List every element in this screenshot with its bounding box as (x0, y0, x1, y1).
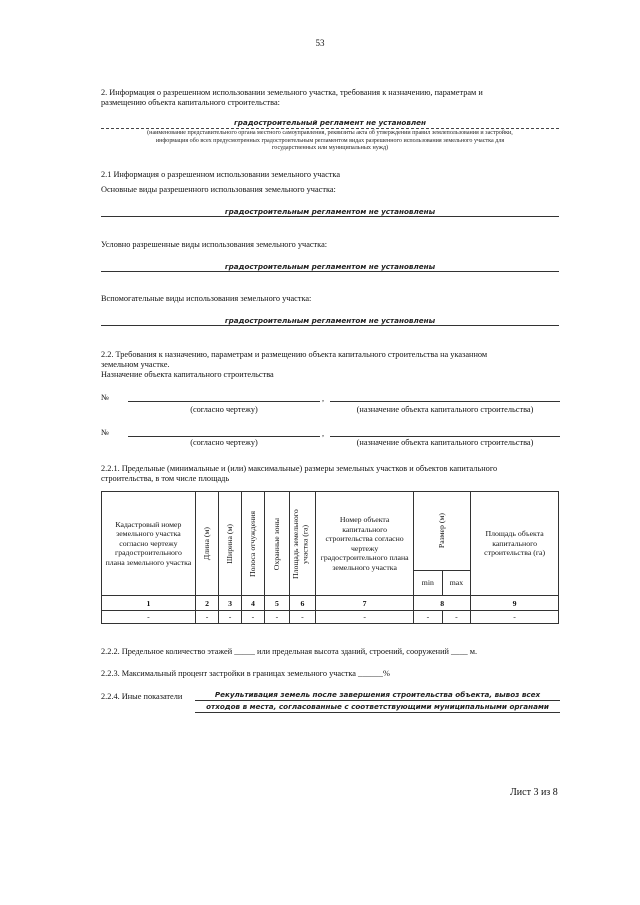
header-length: Длина (м) (195, 492, 218, 596)
regulation-note-line: информация обо всех предусмотренных градостроительным регламентом видах разрешенного использования земельного участка для (155, 137, 505, 144)
index-cell: 1 (102, 596, 196, 611)
comma: , (322, 394, 325, 403)
section-2-2-4-value-line2: отходов в места, согласованные с соответствующими муниципальными органами (206, 702, 549, 711)
header-width: Ширина (м) (219, 492, 241, 596)
object-number-line (128, 401, 320, 402)
purpose-label: Назначение объекта капитального строительства (101, 370, 274, 379)
auxiliary-uses-underline (101, 325, 559, 326)
data-cell: - (241, 611, 264, 624)
right-caption: (назначение объекта капитального строительства) (356, 438, 534, 447)
section-2-2-2: 2.2.2. Предельное количество этажей _____ или предельная высота зданий, строений, сооружений ____ м. (101, 647, 478, 656)
data-cell: - (414, 611, 443, 624)
data-cell: - (195, 611, 218, 624)
left-caption: (согласно чертежу) (190, 405, 258, 414)
index-cell: 3 (219, 596, 241, 611)
section-2-2-4-underline (195, 712, 560, 713)
header-protection: Охранные зоны (265, 492, 289, 596)
data-cell: - (471, 611, 559, 624)
conditional-uses-label: Условно разрешенные виды использования земельного участка: (101, 240, 328, 249)
index-cell: 6 (289, 596, 316, 611)
header-size: Размер (м) (414, 492, 471, 571)
regulation-underline (101, 128, 559, 129)
section-2-2-4-value: Рекультивация земель после завершения строительства объекта, вывоз всех (214, 690, 541, 699)
section-2-2-title-line2: земельном участке. (101, 360, 170, 369)
header-max: max (442, 570, 471, 596)
object-number-line (128, 436, 320, 437)
index-cell: 8 (414, 596, 471, 611)
number-sign: № (101, 428, 109, 437)
regulation-note-line: (наименование представительного органа местного самоуправления, реквизиты акта об утверждении правил землепользования и застройки, (147, 130, 513, 136)
conditional-uses-underline (101, 271, 559, 272)
data-cell: - (316, 611, 414, 624)
left-caption: (согласно чертежу) (190, 438, 258, 447)
index-cell: 7 (316, 596, 414, 611)
page-number: 53 (315, 38, 325, 48)
header-strip: Полоса отчуждения (241, 492, 264, 596)
header-object-number: Номер объекта капитального строительства согласно чертежу градостроительного плана земельного участка (316, 492, 414, 596)
section-2-1-title: 2.1 Информация о разрешенном использовании земельного участка (101, 170, 341, 179)
header-min: min (414, 570, 443, 596)
regulation-stamp: градостроительный регламент не установлен (233, 118, 427, 127)
index-cell: 4 (241, 596, 264, 611)
data-cell: - (265, 611, 289, 624)
section-2-2-1-title-line2: строительства, в том числе площадь (101, 474, 230, 483)
object-purpose-line (330, 436, 560, 437)
data-cell: - (219, 611, 241, 624)
header-cadastral: Кадастровый номер земельного участка согласно чертежу градостроительного плана земельного участка (102, 492, 196, 596)
sheet-label: Лист 3 из 8 (510, 787, 558, 798)
auxiliary-uses-value: градостроительным регламентом не установлены (224, 316, 436, 325)
number-sign: № (101, 393, 109, 402)
header-area-plot: Площадь земельного участка (га) (289, 492, 316, 596)
section-2-2-title: 2.2. Требования к назначению, параметрам и размещению объекта капитального строительства на указанном (101, 350, 488, 359)
object-purpose-line (330, 401, 560, 402)
data-cell: - (102, 611, 196, 624)
main-uses-value: градостроительным регламентом не установлены (224, 207, 436, 216)
index-cell: 9 (471, 596, 559, 611)
data-cell: - (289, 611, 316, 624)
index-cell: 5 (265, 596, 289, 611)
header-area-object: Площадь объекта капитального строительства (га) (471, 492, 559, 596)
section-2-2-4-label: 2.2.4. Иные показатели (101, 692, 183, 701)
comma: , (322, 429, 325, 438)
right-caption: (назначение объекта капитального строительства) (356, 405, 534, 414)
data-cell: - (442, 611, 471, 624)
section-2-2-3: 2.2.3. Максимальный процент застройки в границах земельного участка ______% (101, 669, 390, 678)
section-2-title-line2: размещению объекта капитального строительства: (101, 98, 280, 107)
index-cell: 2 (195, 596, 218, 611)
section-2-title: 2. Информация о разрешенном использовании земельного участка, требования к назначению, параметрам и (101, 88, 483, 97)
section-2-2-1-title: 2.2.1. Предельные (минимальные и (или) максимальные) размеры земельных участков и объектов капитального (101, 464, 498, 473)
conditional-uses-value: градостроительным регламентом не установлены (224, 262, 436, 271)
section-2-2-4-underline (195, 700, 560, 701)
main-uses-underline (101, 216, 559, 217)
main-uses-label: Основные виды разрешенного использования земельного участка: (101, 185, 336, 194)
auxiliary-uses-label: Вспомогательные виды использования земельного участка: (101, 294, 312, 303)
regulation-note (101, 130, 559, 153)
dimensions-table (101, 491, 559, 624)
regulation-note-line: государственных или муниципальных нужд) (271, 145, 389, 152)
